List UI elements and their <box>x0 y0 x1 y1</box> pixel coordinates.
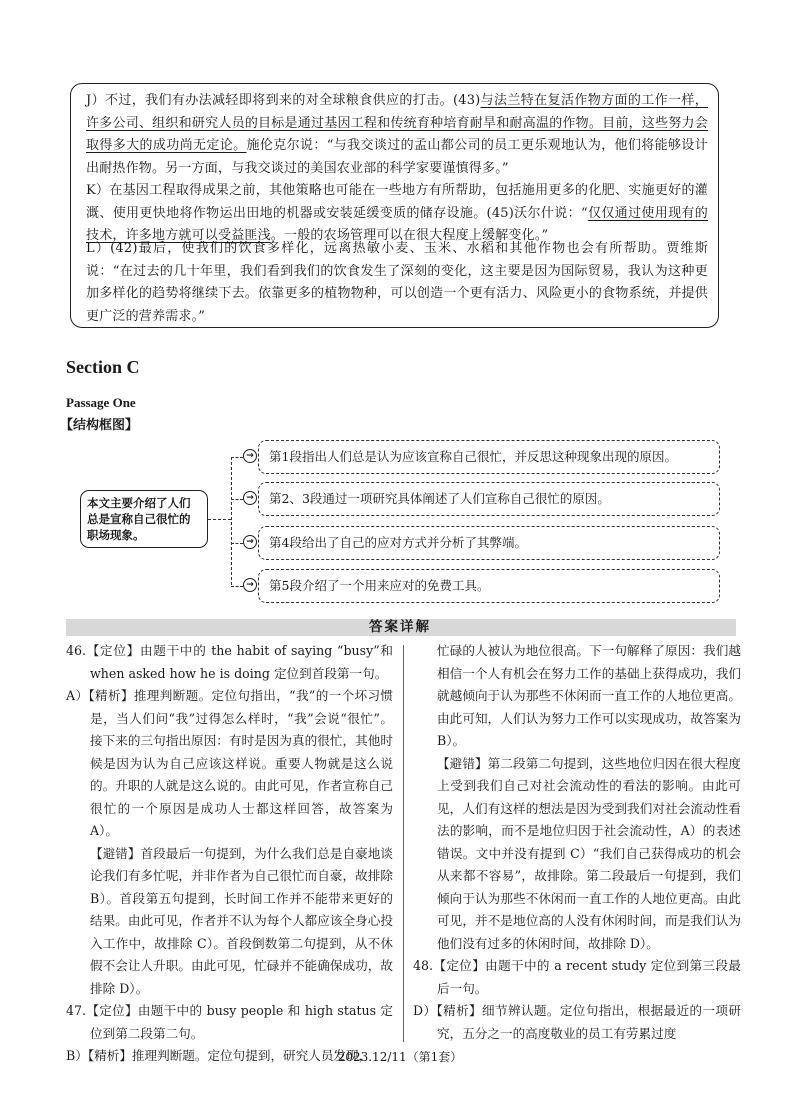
diagram-connector <box>208 519 231 520</box>
diagram-spine <box>231 457 232 585</box>
passage-label: Passage One <box>66 395 136 410</box>
answer-48-analysis: D）【精析】细节辨认题。定位句指出，根据最近的一项研究，五分之一的高度敬业的员工有劳累过度 <box>413 1003 741 1041</box>
paragraph-k-underlined: 仅仅通过使用现有的技术，许多地方就可以受益匪浅 <box>86 205 708 243</box>
paragraph-j-text: J）不过，我们有办法减轻即将到来的对全球粮食供应的打击。(43) <box>86 93 481 108</box>
arrow-right-icon: → <box>243 491 257 505</box>
paragraph-j <box>86 90 708 180</box>
diagram-node-3: 第4段给出了自己的应对方式并分析了其弊端。 <box>258 526 720 560</box>
structure-label: 【结构框图】 <box>60 418 139 433</box>
answer-47-analysis-cont: 忙碌的人被认为地位很高。下一句解释了原因：我们越相信一个人有机会在努力工作的基础上获得成功，我们就越倾向于认为那些不休闲而一直工作的人地位更高。由此可知，人们认为努力工作可以实现成功，故答案为 B）。 <box>437 643 741 748</box>
section-title: Section C <box>66 357 140 377</box>
answers-banner-title: 答案详解 <box>369 619 431 635</box>
diagram-node-2: 第2、3段通过一项研究具体阐述了人们宣称自己很忙的原因。 <box>258 482 720 516</box>
paragraph-l: L）(42)最后，使我们的饮食多样化，远离热敏小麦、玉米、水稻和其他作物也会有所帮助。贾维斯说：“在过去的几十年里，我们看到我们的饮食发生了深刻的变化，这主要是因为国际贸易，我认为这种更加多样化的趋势将继续下去。依靠更多的植物物种，可以创造一个更有活力、风险更小的食物系统，并提供更广泛的营养需求。” <box>86 241 708 324</box>
paragraph-k-tail: 。一般的农场管理可以在很大程度上缓解变化。” <box>270 228 549 243</box>
paragraph-k-text: K）在基因工程取得成果之前，其他策略也可能在一些地方有所帮助，包括施用更多的化肥、实施更好的灌溉、使用更快地将作物运出田地的机器或安装延缓变质的储存设施。(45)沃尔什说：“ <box>86 183 708 221</box>
answer-48-locate: 48.【定位】由题干中的 a recent study 定位到第三段最后一句。 <box>413 958 741 996</box>
arrow-right-icon: → <box>243 449 257 463</box>
arrow-right-icon: → <box>243 578 257 592</box>
column-divider <box>403 645 404 1042</box>
answers-left-column <box>66 640 393 1068</box>
answer-47-analysis: B）【精析】推理判断题。定位句提到，研究人员发现， <box>66 1048 372 1063</box>
answer-47-locate: 47.【定位】由题干中的 busy people 和 high status 定位到第二段第二句。 <box>66 1003 393 1041</box>
paragraph-j-underlined: 与法兰特在复活作物方面的工作一样，许多公司、组织和研究人员的目标是通过基因工程和传统育种培育耐旱和耐高温的作物。目前，这些努力会取得多大的成功尚无定论。 <box>86 93 708 153</box>
diagram-node-1: 第1段指出人们总是认为应该宣称自己很忙，并反思这种现象出现的原因。 <box>258 440 720 474</box>
arrow-right-icon: → <box>243 535 257 549</box>
answer-47-avoid: 【避错】第二段第二句提到，这些地位归因在很大程度上受到我们自己对社会流动性的看法的影响。由此可见，人们有这样的想法是因为受到我们对社会流动性看法的影响，而不是地位归因于社会流动性，A）的表述错误。文中并没有提到 C）“我们自己获得成功的机会从来都不容易”，故排除。第二段最后一句提到，我们倾向于认为那些不休闲而一直工作的人地位更高。由此可见，并不是地位高的人没有休闲时间，而是我们认为他们没有过多的休闲时间，故排除 D）。 <box>437 755 741 951</box>
diagram-node-4: 第5段介绍了一个用来应对的免费工具。 <box>258 569 720 603</box>
answer-46-avoid: 【避错】首段最后一句提到，为什么我们总是自豪地谈论我们有多忙呢，并非作者为自己很忙而自豪，故排除 B）。首段第五句提到，长时间工作并不能带来更好的结果。由此可见，作者并不认为每个人都应该全身心投入工作中，故排除 C）。首段倒数第二句提到，从不休假不会让人升职。由此可见，忙碌并不能确保成功，故排除 D）。 <box>90 845 393 996</box>
answers-right-column <box>413 640 741 1045</box>
diagram-root-box: 本文主要介绍了人们总是宣称自己很忙的职场现象。 <box>80 490 208 548</box>
page-footer: 2023.12/11（第1套） <box>337 1050 463 1064</box>
paragraph-j-tail: 施伦克尔说：“与我交谈过的孟山都公司的员工更乐观地认为，他们将能够设计出耐热作物。另一方面，与我交谈过的美国农业部的科学家要谨慎得多。” <box>86 138 708 176</box>
answer-46-analysis: A）【精析】推理判断题。定位句指出，“我”的一个坏习惯是，当人们问“我”过得怎么样时，“我”会说“很忙”。接下来的三句指出原因：有时是因为真的很忙，其他时候是因为认为自己应该这样说。重要人物就是这么说的。升职的人就是这么说的。由此可见，作者宣称自己很忙的一个原因是成功人士都这样回答，故答案为 A）。 <box>66 688 393 838</box>
answer-46-locate: 46.【定位】由题干中的 the habit of saying “busy”和 when asked how he is doing 定位到首段第一句。 <box>66 643 393 681</box>
